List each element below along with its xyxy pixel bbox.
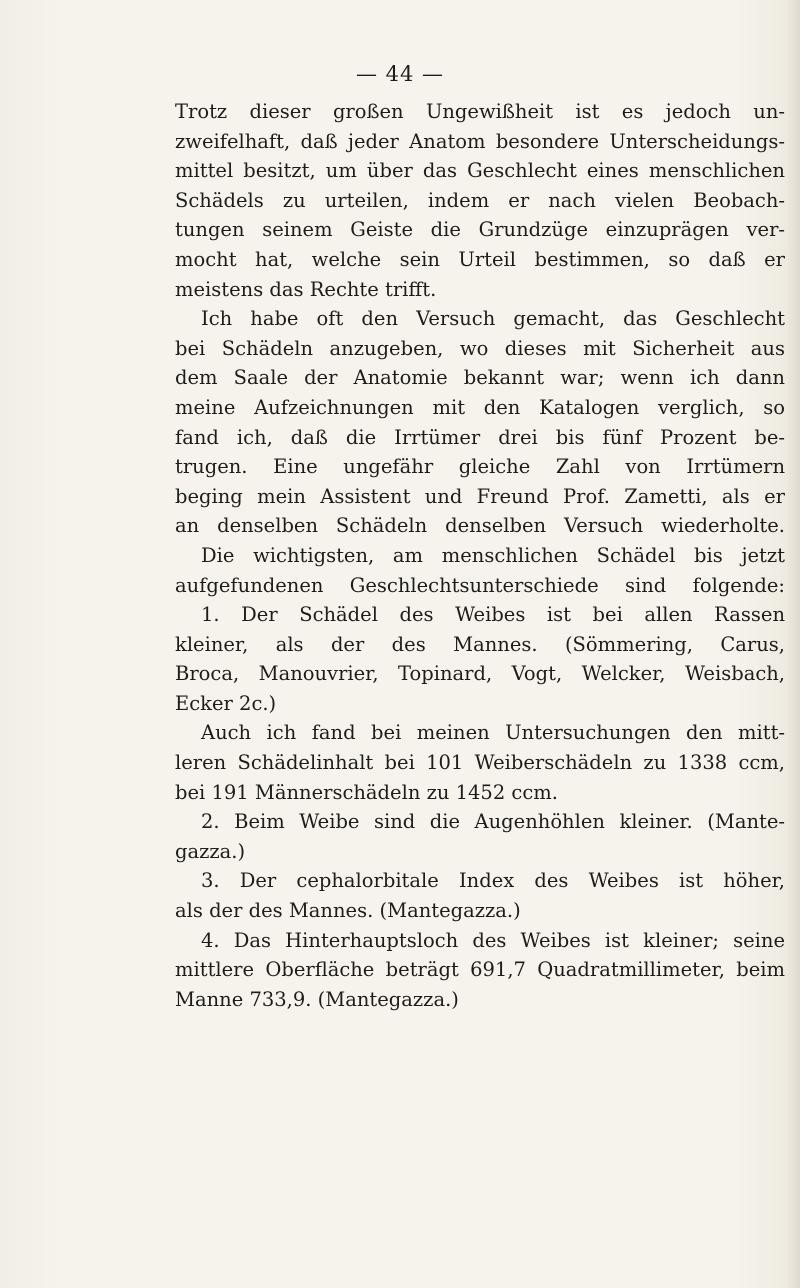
- text-line: 1. Der Schädel des Weibes ist bei allen Rassen: [201, 603, 785, 627]
- text-line: mittlere Oberfläche beträgt 691,7 Quadratmillimeter, beim: [175, 958, 785, 982]
- text-line: Auch ich fand bei meinen Untersuchungen den mitt-: [201, 721, 785, 745]
- text-line: bei Schädeln anzugeben, wo dieses mit Sicherheit aus: [175, 336, 785, 360]
- text-line: fand ich, daß die Irrtümer drei bis fünf Prozent be-: [175, 425, 785, 449]
- text-line: 2. Beim Weibe sind die Augenhöhlen kleiner. (Mante-: [201, 810, 785, 834]
- text-line: 3. Der cephalorbitale Index des Weibes ist höher,: [201, 869, 785, 893]
- text-line: Die wichtigsten, am menschlichen Schädel bis jetzt: [201, 543, 785, 567]
- text-line: trugen. Eine ungefähr gleiche Zahl von Irrtümern: [175, 455, 785, 479]
- body-text: [175, 97, 785, 1014]
- text-line: Manne 733,9. (Mantegazza.): [175, 987, 459, 1011]
- text-line: dem Saale der Anatomie bekannt war; wenn ich dann: [175, 366, 785, 390]
- text-line: Ich habe oft den Versuch gemacht, das Geschlecht: [201, 307, 785, 331]
- text-line: beging mein Assistent und Freund Prof. Zametti, als er: [175, 484, 785, 508]
- text-line: zweifelhaft, daß jeder Anatom besondere Unterscheidungs-: [175, 129, 785, 153]
- text-line: mittel besitzt, um über das Geschlecht eines menschlichen: [175, 159, 785, 183]
- text-line: Broca, Manouvrier, Topinard, Vogt, Welcker, Weisbach,: [175, 662, 785, 686]
- page-edge-shadow: [786, 0, 800, 1288]
- text-line: Schädels zu urteilen, indem er nach vielen Beobach-: [175, 188, 785, 212]
- text-line: an denselben Schädeln denselben Versuch wiederholte.: [175, 514, 785, 538]
- text-line: tungen seinem Geiste die Grundzüge einzuprägen ver-: [175, 218, 785, 242]
- page-number: — 44 —: [355, 62, 445, 86]
- text-line: 4. Das Hinterhauptsloch des Weibes ist kleiner; seine: [201, 928, 785, 952]
- text-line: aufgefundenen Geschlechtsunterschiede sind folgende:: [175, 573, 785, 597]
- text-line: Ecker 2c.): [175, 691, 277, 715]
- text-line: kleiner, als der des Mannes. (Sömmering, Carus,: [175, 632, 785, 656]
- text-line: als der des Mannes. (Mantegazza.): [175, 899, 521, 923]
- text-line: leren Schädelinhalt bei 101 Weiberschädeln zu 1338 ccm,: [175, 751, 785, 775]
- text-line: meine Aufzeichnungen mit den Katalogen verglich, so: [175, 395, 785, 419]
- text-line: Trotz dieser großen Ungewißheit ist es jedoch un-: [175, 100, 785, 123]
- text-line: meistens das Rechte trifft.: [175, 277, 437, 301]
- text-line: bei 191 Männerschädeln zu 1452 ccm.: [175, 780, 558, 804]
- text-line: mocht hat, welche sein Urteil bestimmen, so daß er: [175, 247, 785, 271]
- text-line: gazza.): [175, 839, 246, 863]
